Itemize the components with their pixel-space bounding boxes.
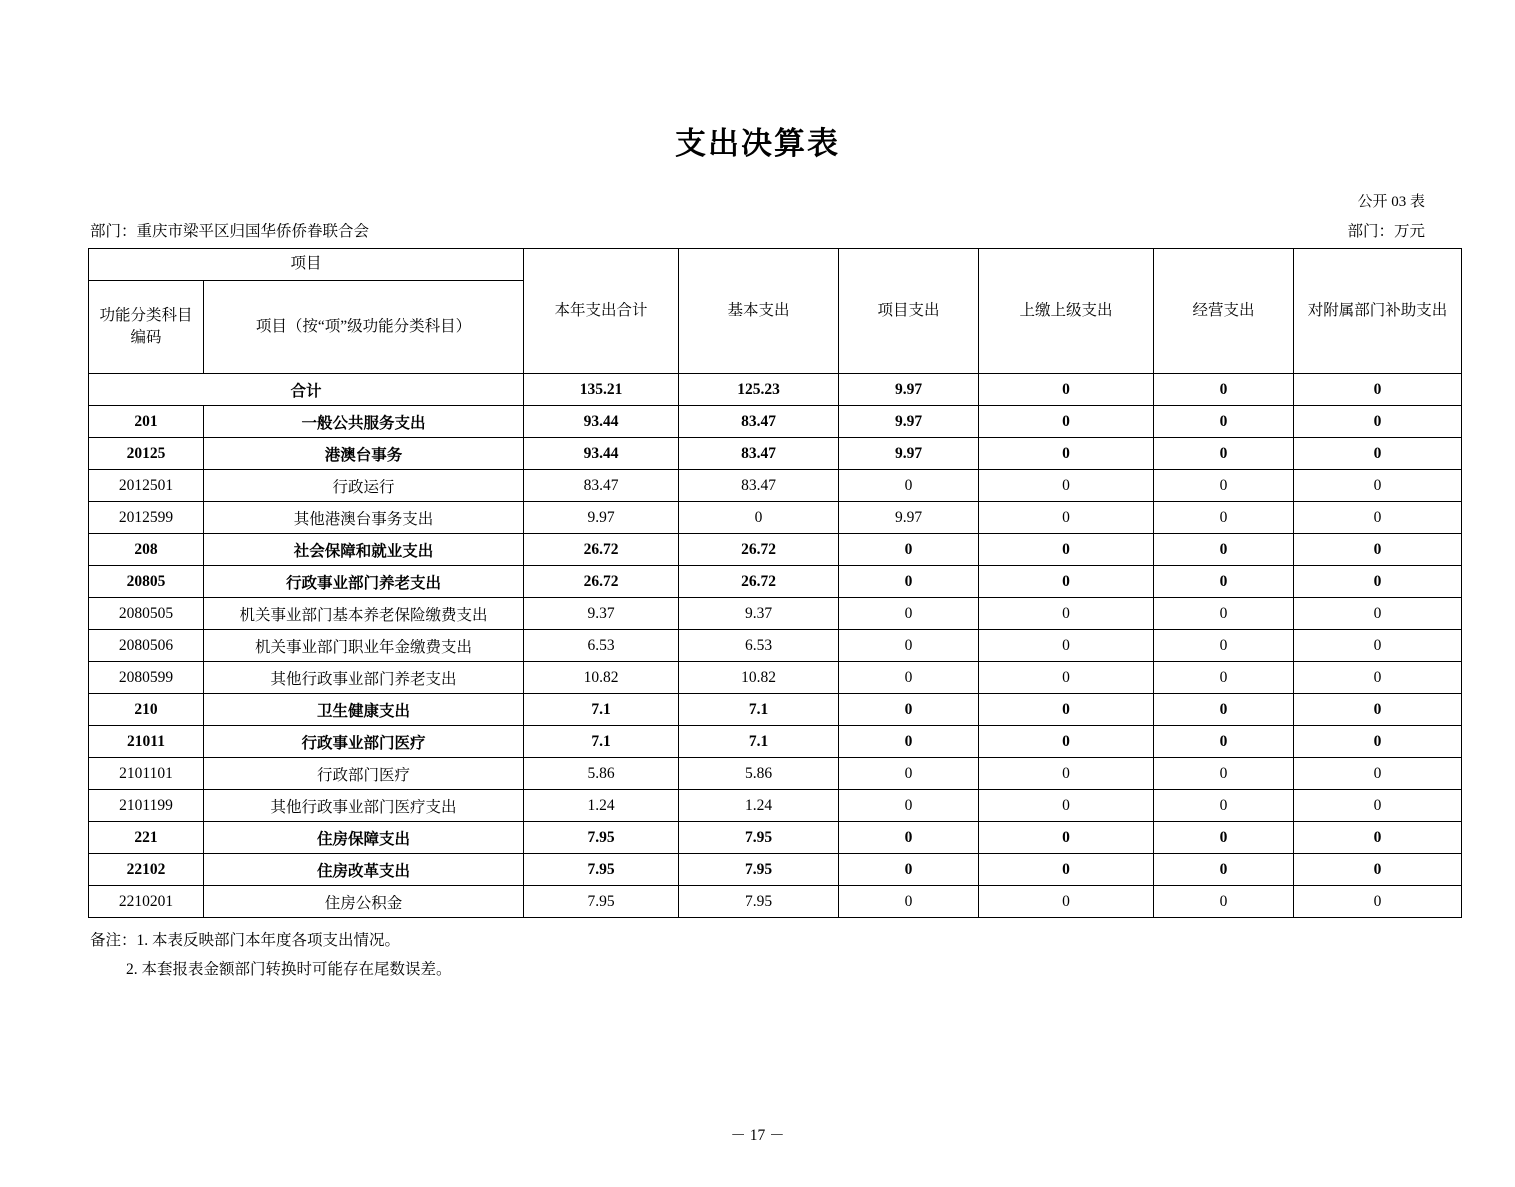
row-code: 221 [89,822,204,854]
row-value-5: 0 [1294,822,1462,854]
row-value-5: 0 [1294,438,1462,470]
note-line-1: 备注：1. 本表反映部门本年度各项支出情况。 [90,932,401,949]
total-value-4: 0 [1154,374,1294,406]
row-name: 卫生健康支出 [204,694,524,726]
row-value-2: 0 [839,822,979,854]
row-value-3: 0 [979,406,1154,438]
row-value-2: 0 [839,694,979,726]
total-value-1: 125.23 [679,374,839,406]
table-row [89,502,1462,534]
row-name: 机关事业部门职业年金缴费支出 [204,630,524,662]
row-value-5: 0 [1294,694,1462,726]
row-value-4: 0 [1154,694,1294,726]
row-value-5: 0 [1294,886,1462,918]
total-value-3: 0 [979,374,1154,406]
header-project-expenditure: 项目支出 [839,249,979,374]
row-name: 住房公积金 [204,886,524,918]
row-code: 2210201 [89,886,204,918]
row-value-3: 0 [979,502,1154,534]
row-value-3: 0 [979,854,1154,886]
table-row [89,598,1462,630]
row-value-1: 1.24 [679,790,839,822]
header-function-code-line2: 编码 [130,329,162,346]
header-group-project: 项目 [89,249,524,281]
total-label: 合计 [89,374,524,406]
row-value-3: 0 [979,534,1154,566]
row-value-0: 26.72 [524,534,679,566]
row-value-3: 0 [979,470,1154,502]
row-code: 201 [89,406,204,438]
row-value-4: 0 [1154,630,1294,662]
row-value-1: 10.82 [679,662,839,694]
table-row [89,886,1462,918]
row-value-5: 0 [1294,566,1462,598]
row-value-3: 0 [979,630,1154,662]
page-number: － 17 － [730,1127,785,1144]
row-value-2: 0 [839,566,979,598]
row-value-5: 0 [1294,470,1462,502]
header-subsidy-expenditure: 对附属部门补助支出 [1294,249,1462,374]
row-value-5: 0 [1294,854,1462,886]
row-value-3: 0 [979,694,1154,726]
row-value-0: 93.44 [524,406,679,438]
row-value-2: 0 [839,534,979,566]
row-value-2: 0 [839,470,979,502]
row-value-0: 7.95 [524,854,679,886]
department-label: 部门：重庆市梁平区归国华侨侨眷联合会 [90,223,370,240]
table-row [89,726,1462,758]
row-value-1: 7.1 [679,726,839,758]
row-value-1: 83.47 [679,406,839,438]
row-value-0: 1.24 [524,790,679,822]
row-value-4: 0 [1154,758,1294,790]
row-value-2: 0 [839,662,979,694]
row-value-1: 83.47 [679,470,839,502]
row-code: 22102 [89,854,204,886]
table-row [89,566,1462,598]
table-row [89,822,1462,854]
total-value-0: 135.21 [524,374,679,406]
row-value-0: 9.37 [524,598,679,630]
row-value-2: 0 [839,854,979,886]
row-value-0: 83.47 [524,470,679,502]
form-number: 公开 03 表 [1357,194,1425,210]
row-code: 2080505 [89,598,204,630]
table-row [89,662,1462,694]
row-value-2: 9.97 [839,502,979,534]
row-value-3: 0 [979,662,1154,694]
header-operating-expenditure: 经营支出 [1154,249,1294,374]
row-value-2: 0 [839,598,979,630]
unit-label: 部门：万元 [1347,223,1425,240]
row-value-4: 0 [1154,726,1294,758]
row-value-4: 0 [1154,470,1294,502]
table-row-total [89,374,1462,406]
row-code: 210 [89,694,204,726]
row-code: 20125 [89,438,204,470]
row-value-2: 0 [839,630,979,662]
total-value-5: 0 [1294,374,1462,406]
row-value-3: 0 [979,598,1154,630]
expenditure-table [88,248,1462,918]
row-value-3: 0 [979,758,1154,790]
row-value-1: 0 [679,502,839,534]
row-value-4: 0 [1154,822,1294,854]
row-value-2: 0 [839,726,979,758]
row-value-4: 0 [1154,534,1294,566]
row-value-3: 0 [979,726,1154,758]
row-value-1: 7.1 [679,694,839,726]
header-function-code-line1: 功能分类科目 [99,306,193,324]
row-value-0: 9.97 [524,502,679,534]
note-line-2: 2. 本套报表金额部门转换时可能存在尾数误差。 [126,960,452,978]
notes-block [88,927,1427,984]
row-name: 其他港澳台事务支出 [204,502,524,534]
row-value-4: 0 [1154,790,1294,822]
table-row [89,406,1462,438]
row-value-1: 5.86 [679,758,839,790]
table-row [89,470,1462,502]
row-name: 港澳台事务 [204,438,524,470]
row-code: 2101101 [89,758,204,790]
header-function-code [89,281,204,374]
row-value-0: 7.95 [524,886,679,918]
row-name: 行政部门医疗 [204,758,524,790]
row-value-2: 0 [839,758,979,790]
row-value-4: 0 [1154,566,1294,598]
total-value-2: 9.97 [839,374,979,406]
row-value-3: 0 [979,886,1154,918]
row-code: 2101199 [89,790,204,822]
row-value-0: 26.72 [524,566,679,598]
header-remit-superior-expenditure: 上缴上级支出 [979,249,1154,374]
row-value-1: 26.72 [679,534,839,566]
row-value-5: 0 [1294,406,1462,438]
row-value-0: 10.82 [524,662,679,694]
row-name: 一般公共服务支出 [204,406,524,438]
row-value-1: 6.53 [679,630,839,662]
row-value-3: 0 [979,822,1154,854]
row-value-1: 26.72 [679,566,839,598]
row-value-4: 0 [1154,438,1294,470]
row-value-0: 5.86 [524,758,679,790]
row-value-2: 9.97 [839,406,979,438]
row-value-5: 0 [1294,758,1462,790]
row-value-3: 0 [979,438,1154,470]
row-code: 20805 [89,566,204,598]
row-name: 住房改革支出 [204,854,524,886]
row-value-1: 9.37 [679,598,839,630]
row-value-4: 0 [1154,662,1294,694]
row-value-2: 0 [839,886,979,918]
row-value-0: 93.44 [524,438,679,470]
row-value-4: 0 [1154,406,1294,438]
table-header [89,249,1462,374]
header-total-expenditure: 本年支出合计 [524,249,679,374]
row-code: 2012599 [89,502,204,534]
row-value-5: 0 [1294,726,1462,758]
table-row [89,694,1462,726]
row-value-2: 9.97 [839,438,979,470]
row-code: 2080599 [89,662,204,694]
row-name: 行政事业部门养老支出 [204,566,524,598]
row-value-5: 0 [1294,502,1462,534]
table-body [89,374,1462,918]
row-code: 2012501 [89,470,204,502]
row-value-4: 0 [1154,854,1294,886]
header-basic-expenditure: 基本支出 [679,249,839,374]
page-title: 支出决算表 [675,126,840,161]
meta-row [88,219,1427,241]
row-name: 机关事业部门基本养老保险缴费支出 [204,598,524,630]
row-value-1: 7.95 [679,854,839,886]
row-value-0: 7.1 [524,726,679,758]
row-value-4: 0 [1154,598,1294,630]
row-value-4: 0 [1154,502,1294,534]
row-value-5: 0 [1294,534,1462,566]
table-row [89,438,1462,470]
row-value-5: 0 [1294,662,1462,694]
row-name: 社会保障和就业支出 [204,534,524,566]
row-code: 208 [89,534,204,566]
table-row [89,790,1462,822]
row-value-1: 7.95 [679,822,839,854]
row-value-3: 0 [979,566,1154,598]
row-name: 其他行政事业部门医疗支出 [204,790,524,822]
row-name: 行政运行 [204,470,524,502]
row-value-0: 7.95 [524,822,679,854]
row-value-0: 6.53 [524,630,679,662]
table-row [89,854,1462,886]
row-value-5: 0 [1294,790,1462,822]
row-name: 其他行政事业部门养老支出 [204,662,524,694]
row-code: 21011 [89,726,204,758]
table-row [89,758,1462,790]
table-row [89,630,1462,662]
row-value-0: 7.1 [524,694,679,726]
row-value-5: 0 [1294,630,1462,662]
row-value-5: 0 [1294,598,1462,630]
row-value-1: 83.47 [679,438,839,470]
row-name: 行政事业部门医疗 [204,726,524,758]
row-code: 2080506 [89,630,204,662]
row-value-3: 0 [979,790,1154,822]
row-name: 住房保障支出 [204,822,524,854]
row-value-4: 0 [1154,886,1294,918]
table-row [89,534,1462,566]
row-value-1: 7.95 [679,886,839,918]
header-project-name: 项目（按“项”级功能分类科目） [204,281,524,374]
row-value-2: 0 [839,790,979,822]
document-page [0,118,1515,1187]
